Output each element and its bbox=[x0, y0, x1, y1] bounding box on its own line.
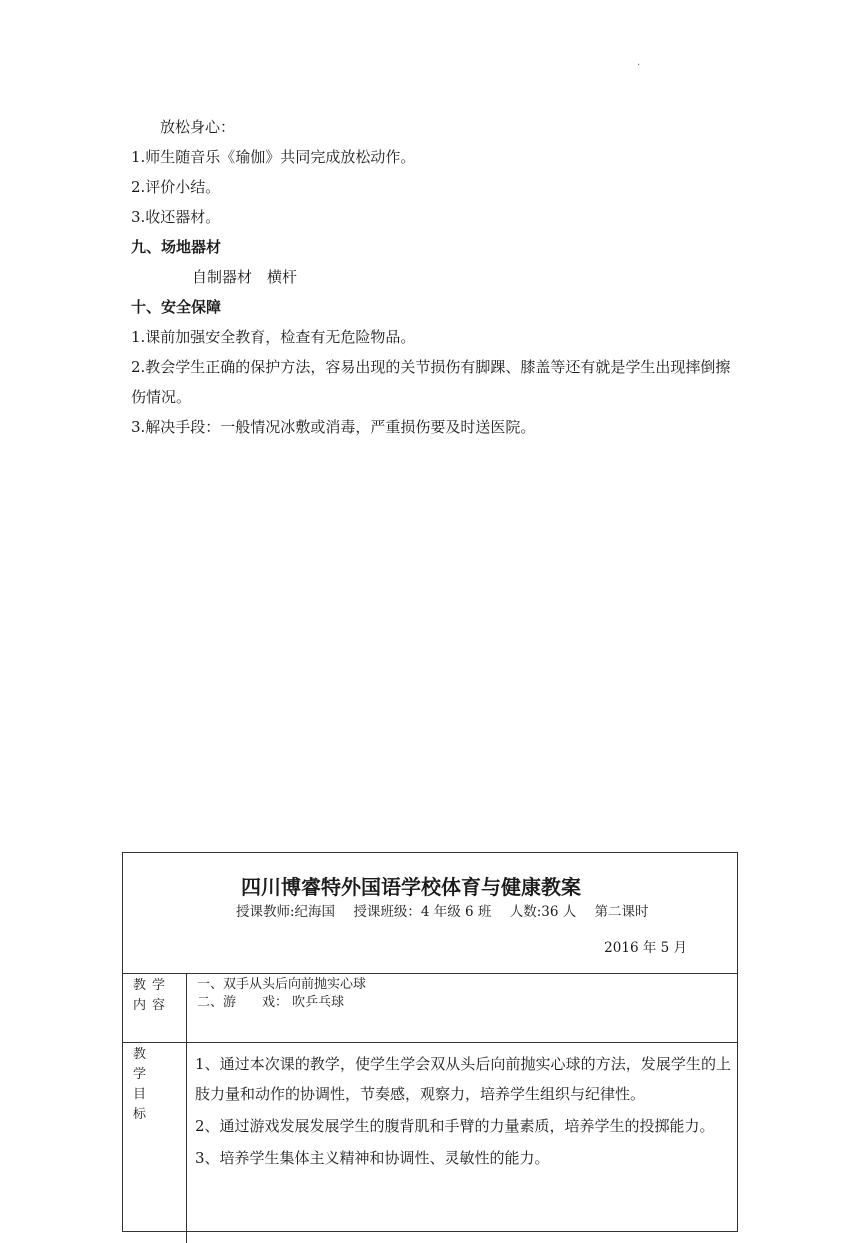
goal-item: 2、通过游戏发展发展学生的腹背肌和手臂的力量素质，培养学生的投掷能力。 bbox=[195, 1117, 715, 1135]
safety-item: 3.解决手段：一般情况冰敷或消毒，严重损伤要及时送医院。 bbox=[131, 418, 536, 436]
goal-item: 1、通过本次课的教学，使学生学会双从头后向前抛实心球的方法，发展学生的上肢力量和动作的协调性，节奏感，观察力，培养学生组织与纪律性。 bbox=[195, 1055, 731, 1103]
content-body bbox=[187, 974, 737, 1042]
student-count: 人数:36 人 bbox=[509, 904, 577, 920]
relax-title: 放松身心： bbox=[160, 118, 236, 136]
goal-label bbox=[123, 1043, 187, 1243]
goal-label-text: 教学目标 bbox=[133, 1047, 147, 1122]
lesson-plan-table bbox=[122, 852, 738, 1232]
equipment-content: 自制器材 横杆 bbox=[192, 268, 298, 286]
section-heading-equipment: 九、场地器材 bbox=[131, 238, 222, 256]
relax-item: 2.评价小结。 bbox=[131, 178, 221, 196]
content-item: 一、双手从头后向前抛实心球 bbox=[197, 977, 367, 992]
class-info: 授课班级：4 年级 6 班 bbox=[353, 904, 492, 920]
goal-row bbox=[123, 1043, 737, 1243]
section-heading-safety: 十、安全保障 bbox=[131, 298, 222, 316]
goal-item: 3、培养学生集体主义精神和协调性、灵敏性的能力。 bbox=[195, 1149, 550, 1167]
upper-section bbox=[131, 112, 741, 442]
safety-item: 2.教会学生正确的保护方法，容易出现的关节损伤有脚踝、膝盖等还有就是学生出现摔倒擦伤情况。 bbox=[131, 358, 731, 406]
goal-body bbox=[187, 1043, 737, 1243]
relax-item: 3.收还器材。 bbox=[131, 208, 221, 226]
plan-date: 2016 年 5 月 bbox=[604, 940, 687, 956]
teacher-info: 授课教师:纪海国 bbox=[236, 904, 336, 920]
plan-title: 四川博睿特外国语学校体育与健康教案 bbox=[241, 875, 581, 899]
content-row bbox=[123, 974, 737, 1043]
safety-item: 1.课前加强安全教育，检查有无危险物品。 bbox=[131, 328, 416, 346]
relax-item: 1.师生随音乐《瑜伽》共同完成放松动作。 bbox=[131, 148, 416, 166]
page-marker: . bbox=[637, 57, 641, 68]
plan-meta bbox=[236, 900, 663, 920]
content-item: 二、游 戏： 吹乒乓球 bbox=[197, 995, 345, 1010]
lesson-number: 第二课时 bbox=[594, 904, 649, 920]
plan-header bbox=[123, 853, 737, 974]
content-label: 教学内容 bbox=[123, 974, 187, 1042]
